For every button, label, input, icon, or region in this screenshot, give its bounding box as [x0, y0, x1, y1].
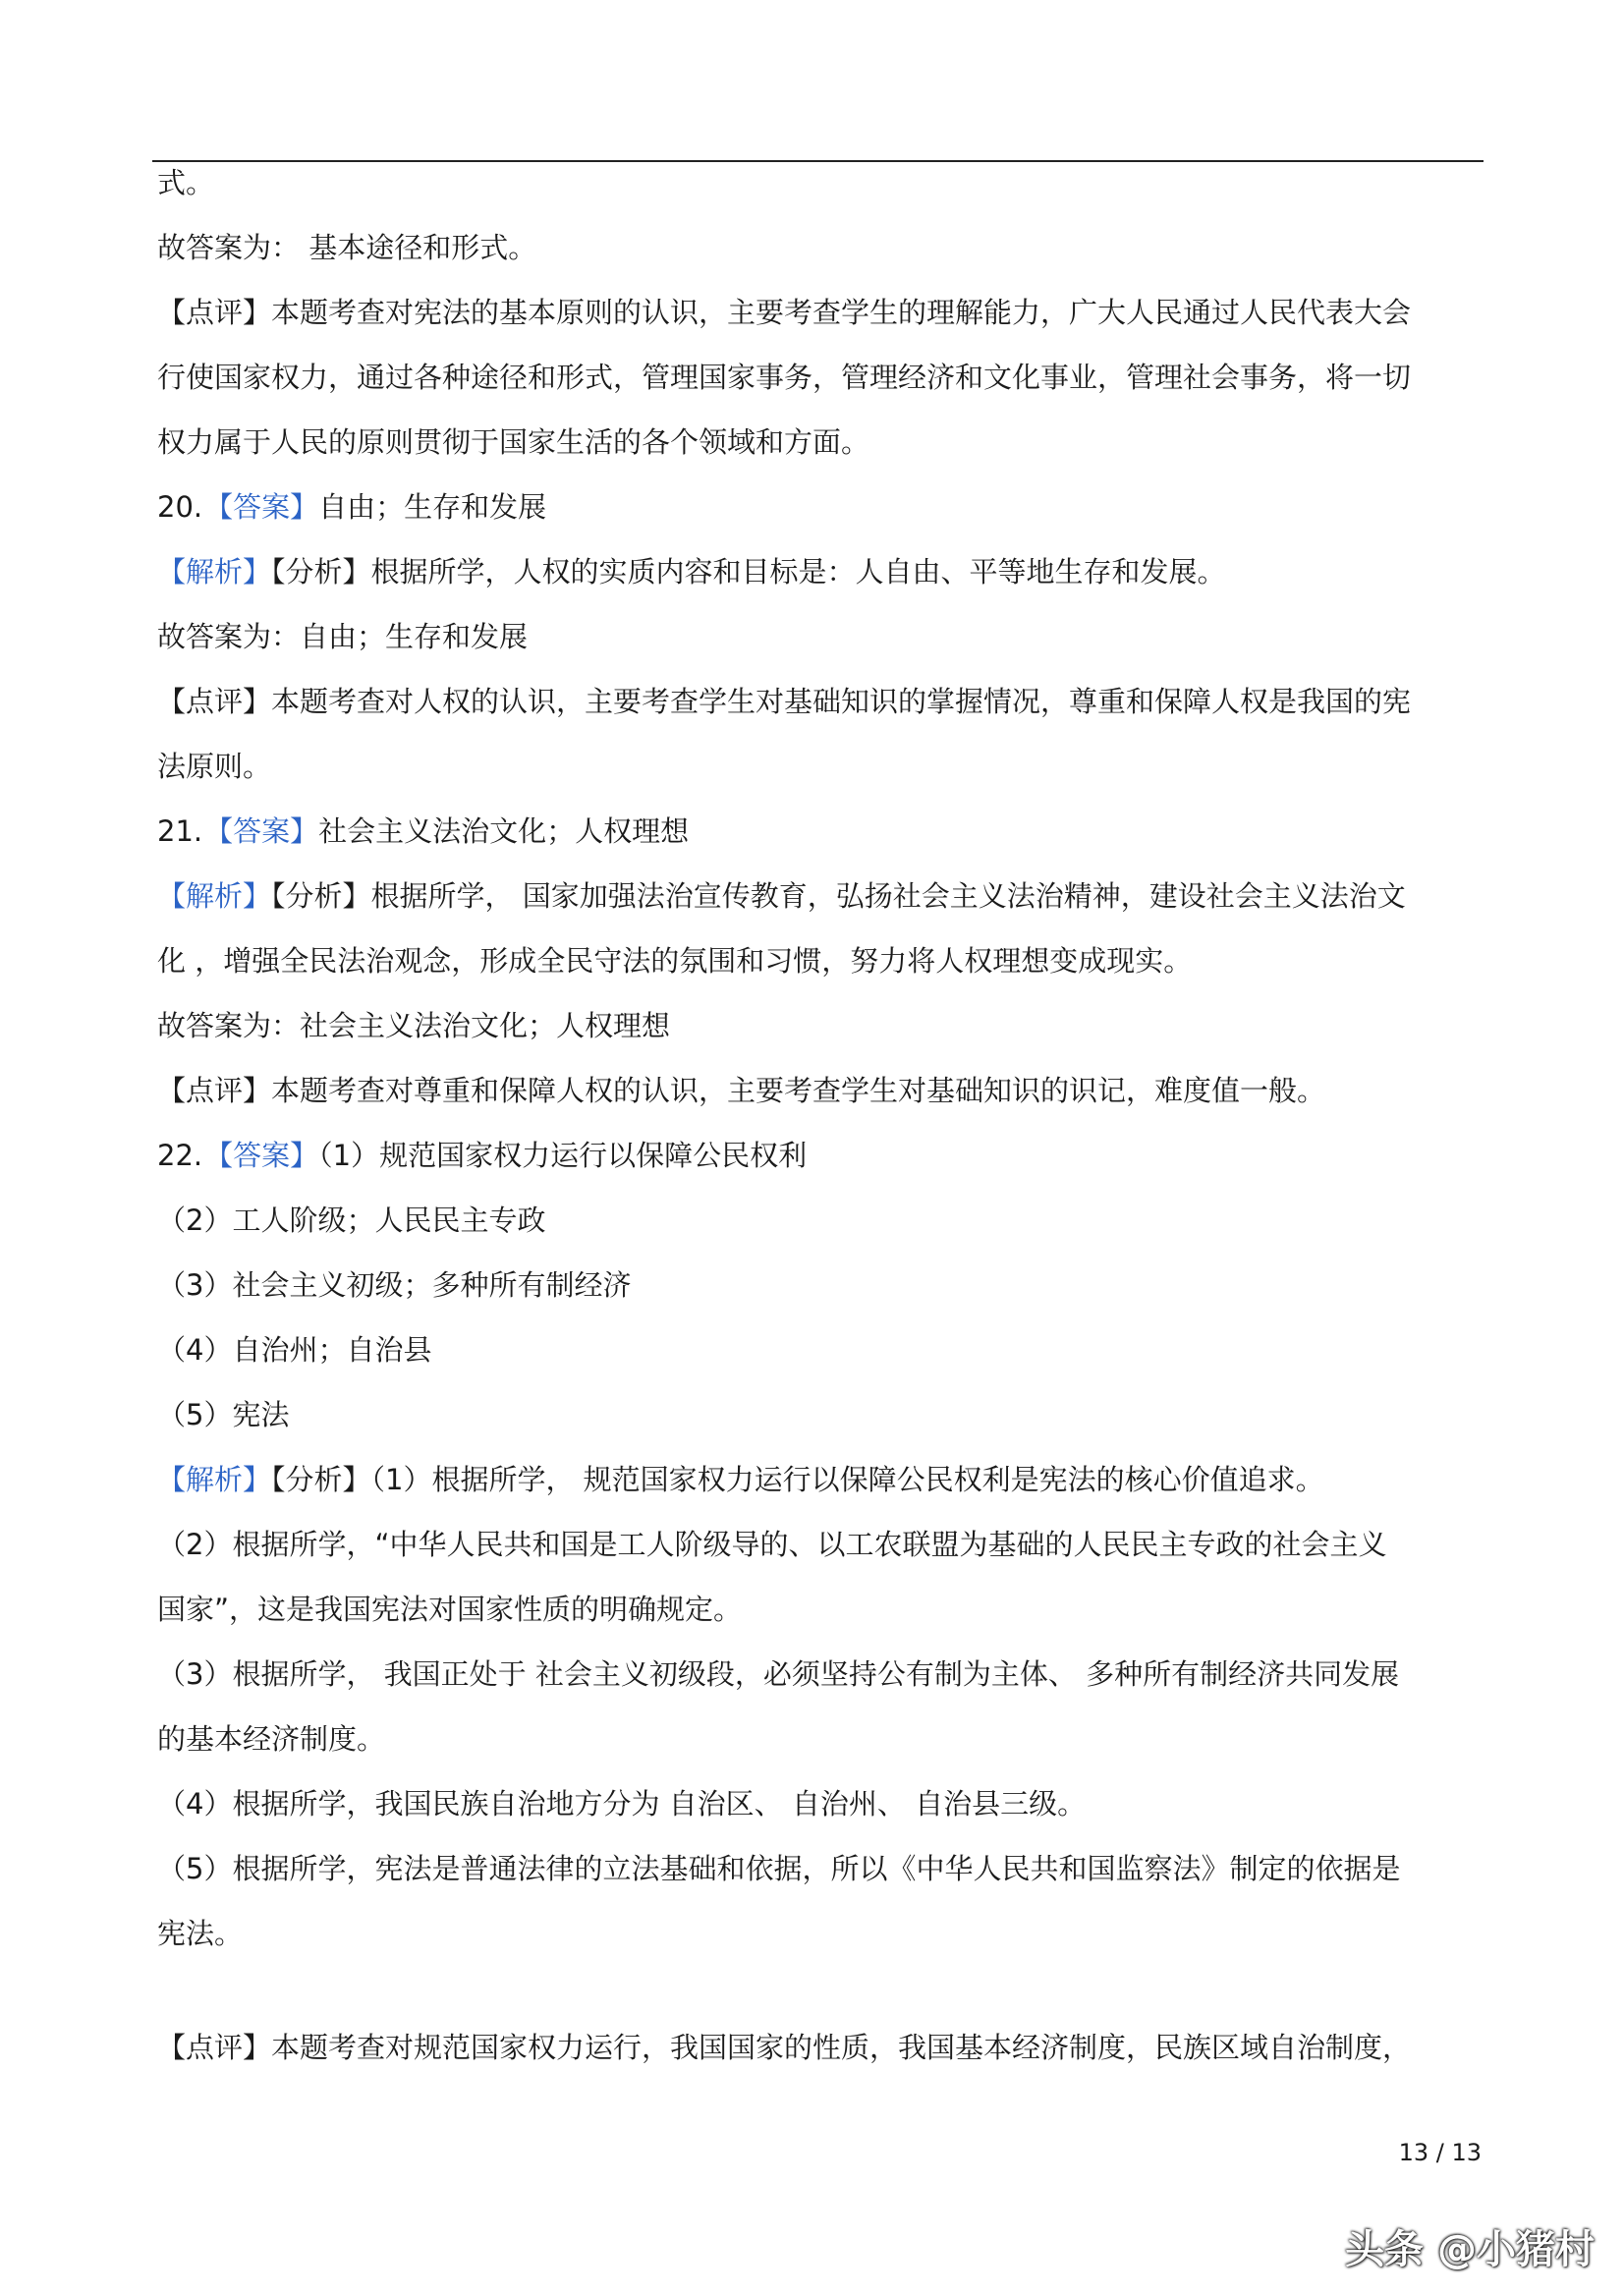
analysis-text: 【分析】（1）根据所学， 规范国家权力运行以保障公民权利是宪法的核心价值追求。 [271, 1463, 1324, 1496]
analysis-line-20 [157, 552, 1484, 591]
text-line: 【点评】本题考查对尊重和保障人权的认识，主要考查学生对基础知识的识记，难度值一般。 [157, 1074, 1326, 1107]
text-line: 法原则。 [157, 750, 272, 783]
text-line: （4）自治州；自治县 [157, 1333, 432, 1367]
analysis-tag: 【解析】 [157, 1463, 272, 1496]
question-number: 21. [157, 814, 203, 848]
answer-text: 社会主义法治文化；人权理想 [318, 814, 690, 848]
analysis-text: 【分析】根据所学，人权的实质内容和目标是：人自由、平等地生存和发展。 [271, 555, 1226, 588]
text-line: 故答案为： 基本途径和形式。 [157, 231, 537, 264]
analysis-tag: 【解析】 [157, 555, 272, 588]
answer-tag: 【答案】 [204, 814, 319, 848]
text-line: （5）根据所学，宪法是普通法律的立法基础和依据，所以《中华人民共和国监察法》制定的依据是 [157, 1852, 1401, 1885]
page-number: 13 / 13 [1398, 2139, 1482, 2166]
answer-text: 自由；生存和发展 [318, 490, 547, 524]
text-line: 【点评】本题考查对宪法的基本原则的认识，主要考查学生的理解能力，广大人民通过人民代表大会 [157, 296, 1412, 329]
text-line: （4）根据所学，我国民族自治地方分为 自治区、 自治州、 自治县三级。 [157, 1787, 1087, 1820]
answer-tag: 【答案】 [204, 490, 319, 524]
text-line: 行使国家权力，通过各种途径和形式，管理国家事务，管理经济和文化事业，管理社会事务，将一切 [157, 361, 1412, 394]
analysis-tag: 【解析】 [157, 879, 272, 913]
text-line: 【点评】本题考查对规范国家权力运行，我国国家的性质，我国基本经济制度，民族区域自治制度， [157, 2031, 1412, 2064]
answer-line-22 [157, 1136, 1484, 1175]
text-line: 故答案为：自由；生存和发展 [157, 620, 529, 653]
answer-tag: 【答案】 [204, 1139, 319, 1172]
text-line: （2）工人阶级；人民民主专政 [157, 1204, 546, 1237]
analysis-text: 【分析】根据所学， 国家加强法治宣传教育，弘扬社会主义法治精神，建设社会主义法治文 [271, 879, 1406, 913]
text-line: 【点评】本题考查对人权的认识，主要考查学生对基础知识的掌握情况，尊重和保障人权是我国的宪 [157, 685, 1412, 718]
analysis-line-22 [157, 1460, 1484, 1499]
text-line: （3）社会主义初级；多种所有制经济 [157, 1268, 632, 1302]
text-line: 权力属于人民的原则贯彻于国家生活的各个领域和方面。 [157, 425, 870, 459]
text-line: （3）根据所学， 我国正处于 社会主义初级段，必须坚持公有制为主体、 多种所有制经济共同发展 [157, 1657, 1400, 1691]
text-line: 式。 [157, 166, 215, 199]
answer-text: （1）规范国家权力运行以保障公民权利 [318, 1139, 808, 1172]
question-number: 22. [157, 1139, 203, 1172]
text-line: 故答案为：社会主义法治文化；人权理想 [157, 1009, 671, 1042]
answer-line-21 [157, 812, 1484, 851]
watermark: 头条 @小猪村 [1345, 2227, 1595, 2272]
text-line: 宪法。 [157, 1917, 244, 1950]
header-rule [152, 160, 1484, 162]
question-number: 20. [157, 490, 203, 524]
text-line: 化 ，增强全民法治观念，形成全民守法的氛围和习惯，努力将人权理想变成现实。 [157, 944, 1193, 978]
answer-line-20 [157, 487, 1484, 527]
text-line: （5）宪法 [157, 1398, 290, 1431]
text-line: 的基本经济制度。 [157, 1722, 386, 1756]
text-line: 国家”，这是我国宪法对国家性质的明确规定。 [157, 1593, 743, 1626]
analysis-line-21 [157, 876, 1484, 916]
text-line: （2）根据所学，“中华人民共和国是工人阶级导的、以工农联盟为基础的人民民主专政的社会主义 [157, 1528, 1387, 1561]
